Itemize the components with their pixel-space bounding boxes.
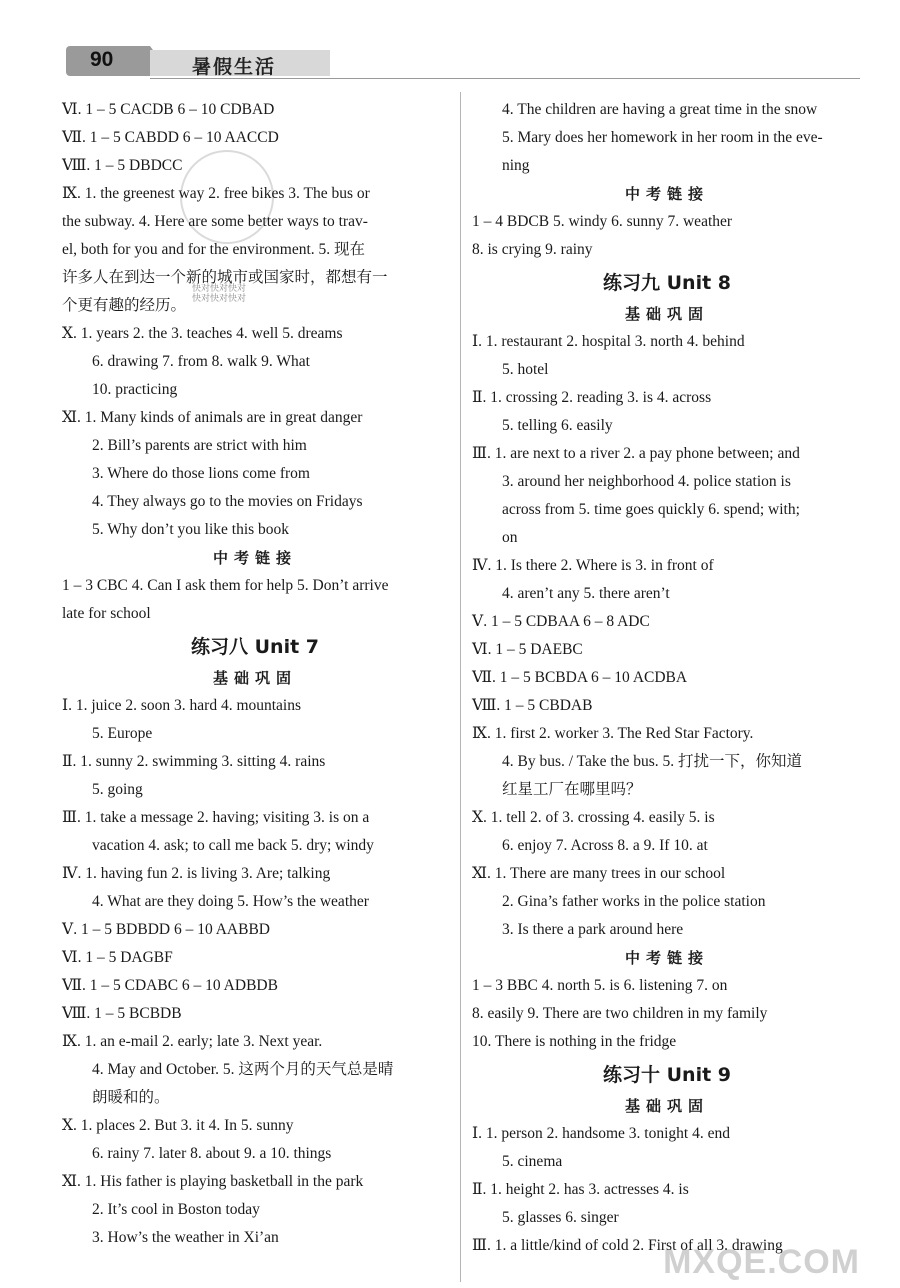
subsection-title: 基础巩固 <box>624 305 709 323</box>
answer-line: Ⅵ. 1 – 5 CACDB 6 – 10 CDBAD <box>62 101 275 118</box>
answer-line: el, both for you and for the environment. 5. 现在 <box>62 241 366 258</box>
answer-line: late for school <box>62 605 151 622</box>
answer-line: Ⅺ. 1. There are many trees in our school <box>472 865 726 882</box>
answer-line: 6. rainy 7. later 8. about 9. a 10. things <box>92 1145 332 1162</box>
subsection-title: 中考链接 <box>624 949 709 967</box>
answer-line: 5. hotel <box>502 361 549 378</box>
answer-line: 3. Is there a park around here <box>502 921 684 938</box>
answer-line: Ⅸ. 1. an e-mail 2. early; late 3. Next year. <box>62 1033 323 1050</box>
answer-line: 8. easily 9. There are two children in my family <box>472 1005 768 1022</box>
answer-line: Ⅲ. 1. a little/kind of cold 2. First of all 3. drawing <box>472 1237 783 1254</box>
answer-line: Ⅶ. 1 – 5 BCBDA 6 – 10 ACDBA <box>472 669 688 686</box>
answer-line: 个更有趣的经历。 <box>62 297 187 314</box>
header-rule <box>150 78 860 79</box>
answer-line: Ⅶ. 1 – 5 CDABC 6 – 10 ADBDB <box>62 977 278 994</box>
answer-line: 10. There is nothing in the fridge <box>472 1033 677 1050</box>
answer-line: Ⅸ. 1. first 2. worker 3. The Red Star Factory. <box>472 725 754 742</box>
answer-line: Ⅲ. 1. take a message 2. having; visiting 3. is on a <box>62 809 370 826</box>
answer-line: Ⅸ. 1. the greenest way 2. free bikes 3. The bus or <box>62 185 370 202</box>
answer-line: across from 5. time goes quickly 6. spend; with; <box>502 501 800 518</box>
answer-line: 5. telling 6. easily <box>502 417 613 434</box>
answer-line: Ⅵ. 1 – 5 DAEBC <box>472 641 583 658</box>
answer-line: Ⅳ. 1. having fun 2. is living 3. Are; talking <box>62 865 331 882</box>
answer-line: Ⅴ. 1 – 5 CDBAA 6 – 8 ADC <box>472 613 650 630</box>
subsection-title: 中考链接 <box>624 185 709 203</box>
answer-line: Ⅵ. 1 – 5 DAGBF <box>62 949 173 966</box>
answer-line: 2. Bill’s parents are strict with him <box>92 437 307 454</box>
answer-line: Ⅰ. 1. juice 2. soon 3. hard 4. mountains <box>62 697 302 714</box>
answer-line: 4. They always go to the movies on Fridays <box>92 493 363 510</box>
answer-line: Ⅴ. 1 – 5 BDBDD 6 – 10 AABBD <box>62 921 270 938</box>
answer-line: 1 – 3 BBC 4. north 5. is 6. listening 7. on <box>472 977 728 994</box>
stamp-text-line: 快对快对快对 <box>192 284 247 294</box>
answer-line: 5. going <box>92 781 143 798</box>
answer-line: vacation 4. ask; to call me back 5. dry; windy <box>92 837 374 854</box>
answer-line: Ⅷ. 1 – 5 CBDAB <box>472 697 593 714</box>
answer-line: Ⅹ. 1. years 2. the 3. teaches 4. well 5. dreams <box>62 325 343 342</box>
answer-line: 6. drawing 7. from 8. walk 9. What <box>92 353 310 370</box>
page-header <box>0 0 900 90</box>
answer-line: 4. aren’t any 5. there aren’t <box>502 585 670 602</box>
answer-line: ning <box>502 157 530 174</box>
answer-line: 1 – 4 BDCB 5. windy 6. sunny 7. weather <box>472 213 733 230</box>
answer-line: Ⅶ. 1 – 5 CABDD 6 – 10 AACCD <box>62 129 279 146</box>
answer-line: 3. Where do those lions come from <box>92 465 310 482</box>
subsection-title: 中考链接 <box>212 549 297 567</box>
answer-line: 红星工厂在哪里吗？ <box>502 781 642 798</box>
answer-line: 2. It’s cool in Boston today <box>92 1201 260 1218</box>
answer-line: Ⅱ. 1. sunny 2. swimming 3. sitting 4. rains <box>62 753 326 770</box>
subsection-title: 基础巩固 <box>624 1097 709 1115</box>
answer-line: Ⅹ. 1. places 2. But 3. it 4. In 5. sunny <box>62 1117 294 1134</box>
answer-line: Ⅱ. 1. height 2. has 3. actresses 4. is <box>472 1181 689 1198</box>
answer-line: 10. practicing <box>92 381 178 398</box>
section-title: 练习八 Unit 7 <box>191 636 319 658</box>
answer-line: Ⅷ. 1 – 5 BCBDB <box>62 1005 182 1022</box>
answer-line: Ⅹ. 1. tell 2. of 3. crossing 4. easily 5. is <box>472 809 715 826</box>
answer-line: on <box>502 529 518 546</box>
answer-line: the subway. 4. Here are some better ways to trav- <box>62 213 368 230</box>
answer-line: Ⅰ. 1. person 2. handsome 3. tonight 4. end <box>472 1125 730 1142</box>
answer-line: 5. Why don’t you like this book <box>92 521 290 538</box>
answer-line: 4. What are they doing 5. How’s the weather <box>92 893 369 910</box>
answer-line: Ⅱ. 1. crossing 2. reading 3. is 4. across <box>472 389 712 406</box>
answer-line: Ⅺ. 1. Many kinds of animals are in great danger <box>62 409 363 426</box>
answer-column-left <box>62 96 448 1252</box>
answer-line: 4. May and October. 5. 这两个月的天气总是晴 <box>92 1061 394 1078</box>
column-divider <box>460 92 461 1282</box>
answer-line: 5. Europe <box>92 725 153 742</box>
answer-line: 3. around her neighborhood 4. police station is <box>502 473 791 490</box>
answer-line: Ⅷ. 1 – 5 DBDCC <box>62 157 183 174</box>
answer-line: Ⅰ. 1. restaurant 2. hospital 3. north 4. behind <box>472 333 745 350</box>
answer-line: 8. is crying 9. rainy <box>472 241 593 258</box>
answer-line: Ⅲ. 1. are next to a river 2. a pay phone between; and <box>472 445 800 462</box>
section-title: 练习十 Unit 9 <box>603 1064 731 1086</box>
answer-line: 3. How’s the weather in Xi’an <box>92 1229 279 1246</box>
answer-line: 5. Mary does her homework in her room in the eve- <box>502 129 823 146</box>
answer-line: 5. glasses 6. singer <box>502 1209 619 1226</box>
answer-line: 1 – 3 CBC 4. Can I ask them for help 5. Don’t arrive <box>62 577 389 594</box>
answer-line: 5. cinema <box>502 1153 563 1170</box>
answer-line: 4. The children are having a great time in the snow <box>502 101 818 118</box>
answer-line: Ⅺ. 1. His father is playing basketball in the park <box>62 1173 364 1190</box>
answer-line: 朗暖和的。 <box>92 1089 170 1106</box>
answer-column-right <box>472 96 862 1260</box>
header-title: 暑假生活 <box>192 56 277 78</box>
section-title: 练习九 Unit 8 <box>603 272 731 294</box>
answer-line: Ⅳ. 1. Is there 2. Where is 3. in front of <box>472 557 714 574</box>
subsection-title: 基础巩固 <box>212 669 297 687</box>
answer-line: 2. Gina’s father works in the police station <box>502 893 766 910</box>
stamp-text-line: 快对快对快对 <box>192 294 247 304</box>
page-number: 90 <box>90 48 114 71</box>
answer-line: 6. enjoy 7. Across 8. a 9. If 10. at <box>502 837 708 854</box>
answer-line: 4. By bus. / Take the bus. 5. 打扰一下，你知道 <box>502 753 803 770</box>
site-watermark: MXQE.COM <box>663 1243 860 1281</box>
answer-line: 许多人在到达一个新的城市或国家时，都想有一 <box>62 269 388 286</box>
